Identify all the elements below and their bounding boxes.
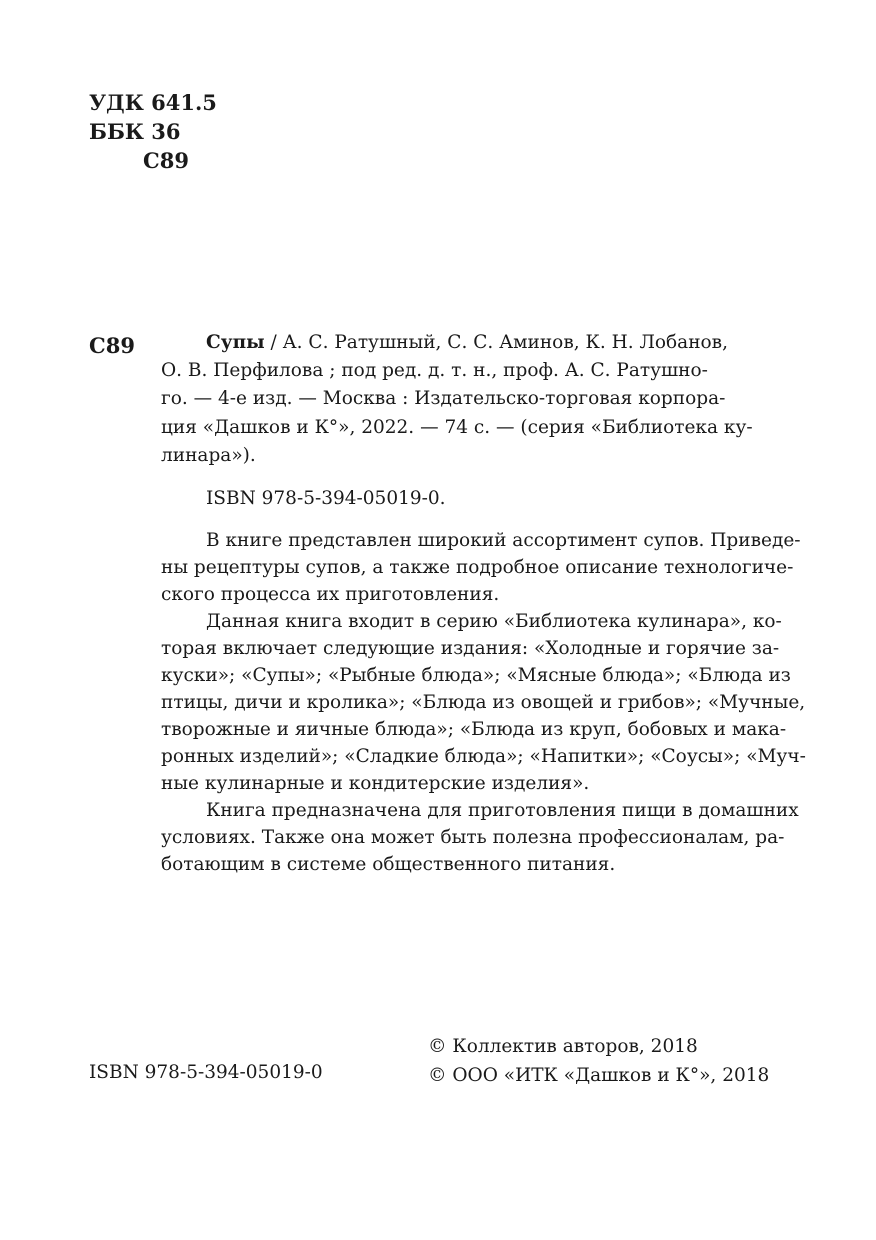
annotation-line: ботающим в системе общественного питания.	[161, 854, 616, 875]
copyright-publisher: © ООО «ИТК «Дашков и К°», 2018	[428, 1065, 770, 1086]
copyright-block	[428, 1032, 769, 1090]
annotation-line: ронных изделий»; «Сладкие блюда»; «Напитки»; «Соусы»; «Муч-	[161, 746, 806, 767]
annotation-line: условиях. Также она может быть полезна профессионалам, ра-	[161, 827, 785, 848]
annotation-line: ского процесса их приготовления.	[161, 584, 500, 605]
annotation-line: Данная книга входит в серию «Библиотека кулинара», ко-	[206, 611, 782, 632]
annotation-line: творожные и яичные блюда»; «Блюда из круп, бобовых и мака-	[161, 719, 787, 740]
annotation	[161, 527, 806, 878]
annotation-line: птицы, дичи и кролика»; «Блюда из овощей и грибов»; «Мучные,	[161, 692, 806, 713]
annotation-line: торая включает следующие издания: «Холодные и горячие за-	[161, 638, 780, 659]
annotation-line: куски»; «Супы»; «Рыбные блюда»; «Мясные блюда»; «Блюда из	[161, 665, 791, 686]
classification-codes	[89, 88, 217, 175]
entry-line: Супы / А. С. Ратушный, С. С. Аминов, К. Н. Лобанов,	[206, 332, 728, 353]
annotation-line: Книга предназначена для приготовления пищи в домашних	[206, 800, 799, 821]
entry-line: го. — 4-е изд. — Москва : Издательско-торговая корпора-	[161, 388, 726, 410]
annotation-line: ные кулинарные и кондитерские изделия».	[161, 773, 590, 794]
annotation-line: В книге представлен широкий ассортимент супов. Приведе-	[206, 530, 801, 551]
annotation-line: ны рецептуры супов, а также подробное описание технологиче-	[161, 557, 794, 578]
author-code: С89	[143, 148, 189, 173]
entry-line: О. В. Перфилова ; под ред. д. т. н., проф. А. С. Ратушно-	[161, 360, 708, 382]
entry-line: ция «Дашков и К°», 2022. — 74 с. — (серия «Библиотека ку-	[161, 416, 753, 438]
book-title: Супы	[206, 332, 265, 353]
bibliographic-entry	[161, 329, 787, 470]
entry-author-code: С89	[89, 333, 135, 358]
copyright-authors: © Коллектив авторов, 2018	[428, 1036, 698, 1057]
entry-line: линара»).	[161, 444, 256, 466]
footer-isbn: ISBN 978-5-394-05019-0	[89, 1062, 323, 1083]
udk-code: УДК 641.5	[89, 90, 217, 115]
entry-isbn: ISBN 978-5-394-05019-0.	[206, 488, 446, 509]
bbk-code: ББК 36	[89, 119, 181, 144]
